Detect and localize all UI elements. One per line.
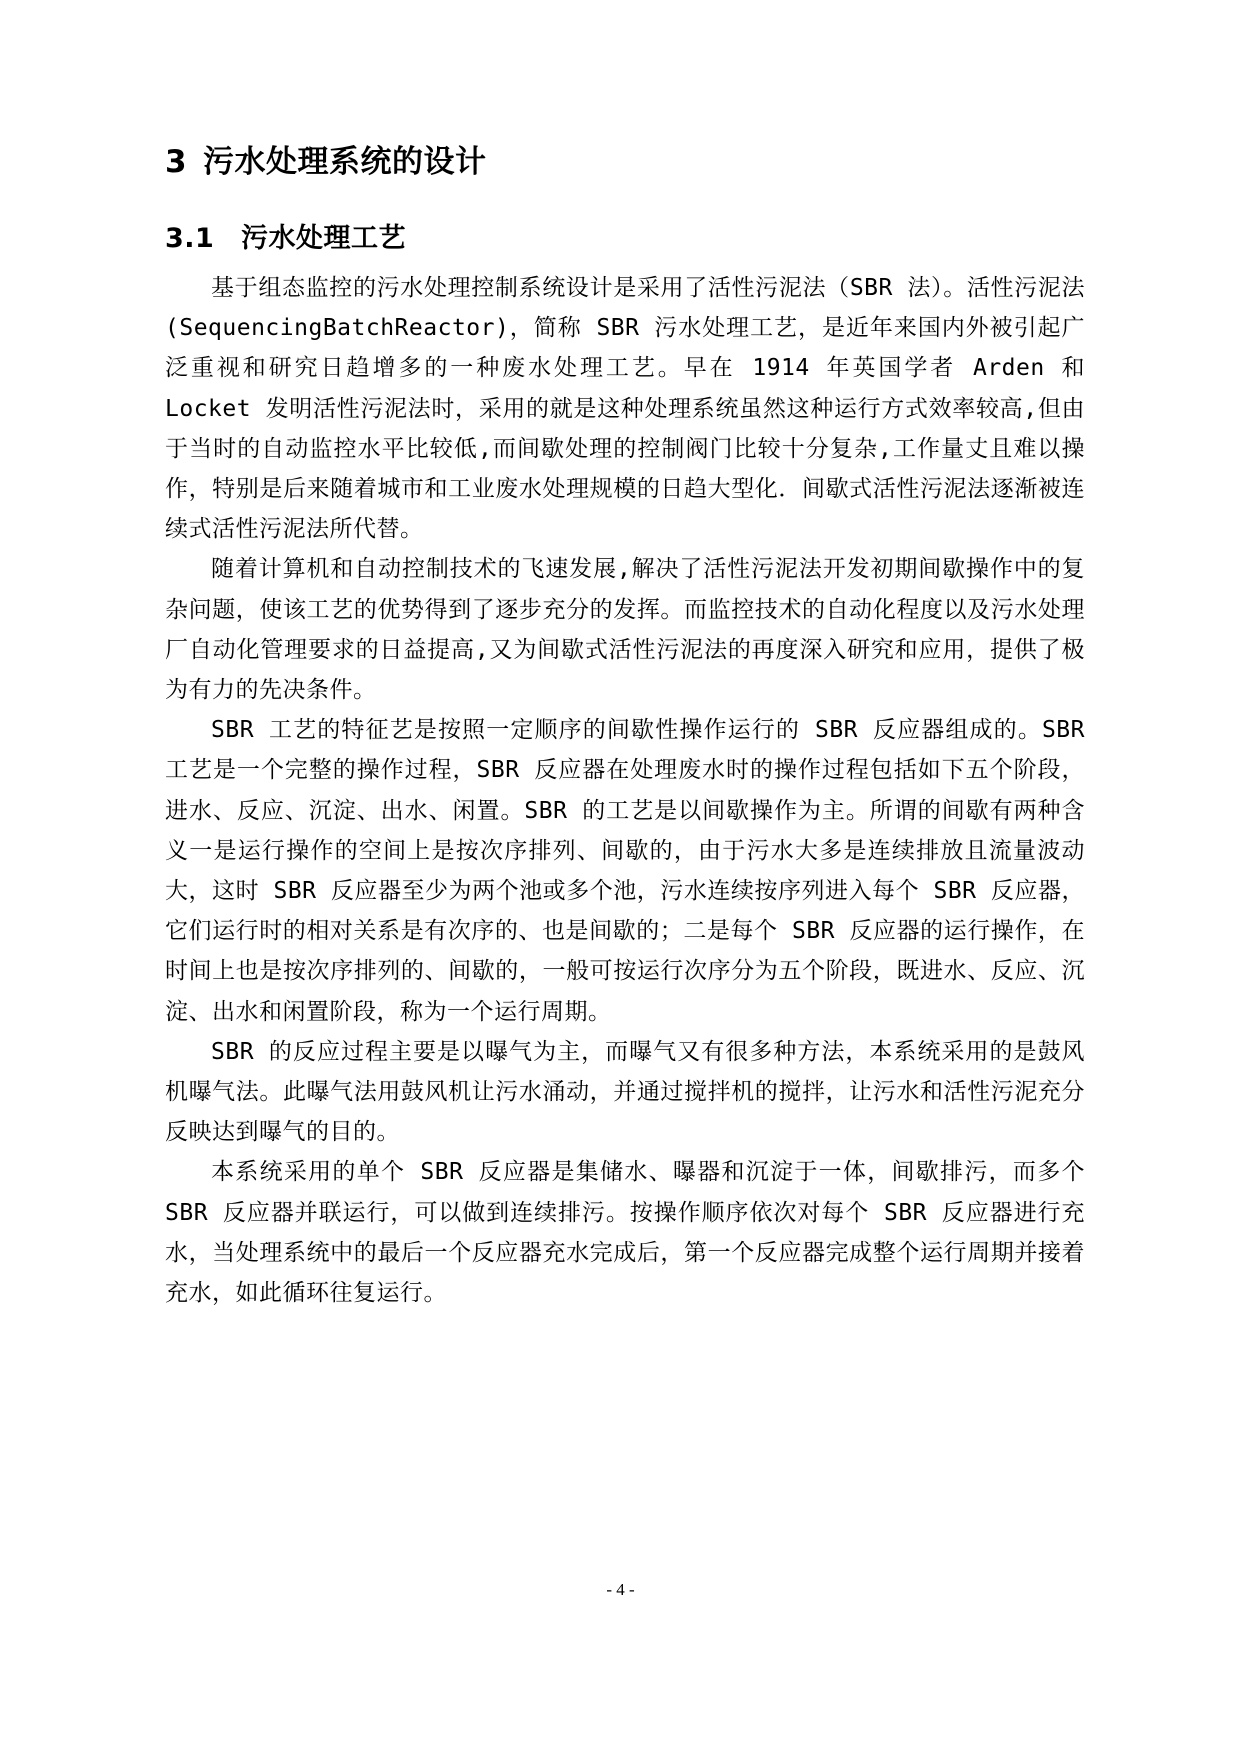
paragraph-3: SBR 工艺的特征艺是按照一定顺序的间歇性操作运行的 SBR 反应器组成的。SBR 工艺是一个完整的操作过程，SBR 反应器在处理废水时的操作过程包括如下五个阶段，进水、反应、沉淀、出水、闲置。SBR 的工艺是以间歇操作为主。所谓的间歇有两种含义一是运行操作的空间上是按次序排列、间歇的，由于污水大多是连续排放且流量波动大，这时 SBR 反应器至少为两个池或多个池，污水连续按序列进入每个 SBR 反应器，它们运行时的相对关系是有次序的、也是间歇的；二是每个 SBR 反应器的运行操作，在时间上也是按次序排列的、间歇的，一般可按运行次序分为五个阶段，既进水、反应、沉淀、出水和闲置阶段，称为一个运行周期。 bbox=[165, 717, 1085, 1025]
chapter-heading bbox=[165, 134, 1085, 190]
section-heading bbox=[165, 214, 1085, 264]
page-number: - 4 - bbox=[606, 1580, 635, 1599]
page-content bbox=[165, 118, 1085, 1313]
section-title: 污水处理工艺 bbox=[241, 223, 406, 254]
chapter-number: 3 bbox=[165, 144, 188, 180]
paragraph-4: SBR 的反应过程主要是以曝气为主，而曝气又有很多种方法，本系统采用的是鼓风机曝气法。此曝气法用鼓风机让污水涌动，并通过搅拌机的搅拌，让污水和活性污泥充分反映达到曝气的目的。 bbox=[165, 1038, 1085, 1146]
paragraph-2: 随着计算机和自动控制技术的飞速发展,解决了活性污泥法开发初期间歇操作中的复杂问题，使该工艺的优势得到了逐步充分的发挥。而监控技术的自动化程度以及污水处理厂自动化管理要求的日益提高,又为间歇式活性污泥法的再度深入研究和应用，提供了极为有力的先决条件。 bbox=[165, 556, 1085, 704]
chapter-title: 污水处理系统的设计 bbox=[203, 144, 487, 180]
paragraph-1: 基于组态监控的污水处理控制系统设计是采用了活性污泥法（SBR 法）。活性污泥法(SequencingBatchReactor)，简称 SBR 污水处理工艺，是近年来国内外被引起广泛重视和研究日趋增多的一种废水处理工艺。早在 1914 年英国学者 Arden 和 Locket 发明活性污泥法时，采用的就是这种处理系统虽然这种运行方式效率较高,但由于当时的自动监控水平比较低,而间歇处理的控制阀门比较十分复杂,工作量丈且难以操作，特别是后来随着城市和工业废水处理规模的日趋大型化．间歇式活性污泥法逐渐被连续式活性污泥法所代替。 bbox=[165, 275, 1085, 543]
section-number: 3.1 bbox=[165, 223, 215, 254]
paragraph-5: 本系统采用的单个 SBR 反应器是集储水、曝器和沉淀于一体，间歇排污，而多个 SBR 反应器并联运行，可以做到连续排污。按操作顺序依次对每个 SBR 反应器进行充水，当处理系统中的最后一个反应器充水完成后，第一个反应器完成整个运行周期并接着充水，如此循环往复运行。 bbox=[165, 1159, 1085, 1307]
